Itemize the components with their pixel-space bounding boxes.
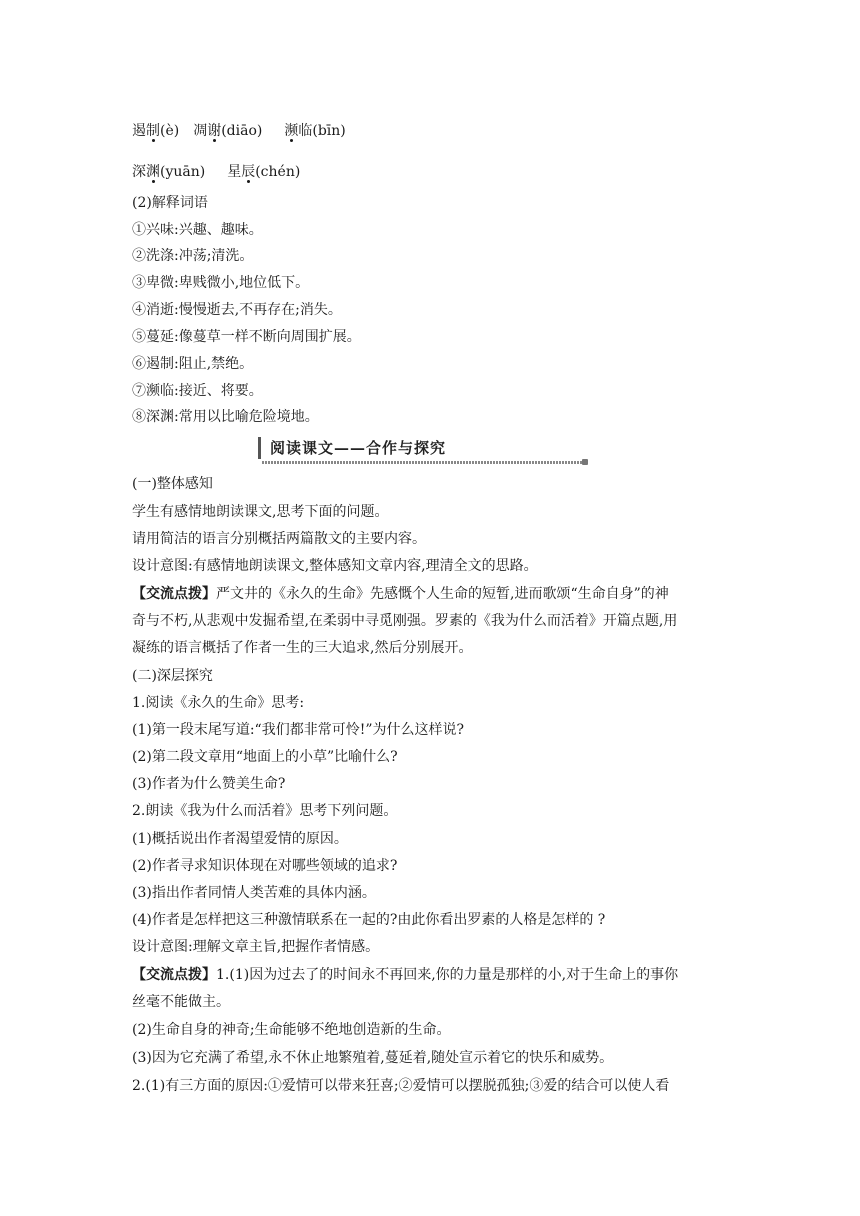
deep-line: 1.阅读《永久的生命》思考: <box>132 695 305 711</box>
pinyin: (chén) <box>255 164 301 180</box>
tip-label: 【交流点拨】 <box>132 586 216 602</box>
dotted-char: 濒 <box>284 123 299 139</box>
pinyin: (bīn) <box>312 123 346 139</box>
word-char: 凋 <box>193 123 208 139</box>
overview-tip-line: 凝练的语言概括了作者一生的三大追求,然后分别展开。 <box>132 640 473 656</box>
pinyin: (è) <box>160 123 180 139</box>
vocab-heading: (2)解释词语 <box>132 195 208 211</box>
word-char: 临 <box>298 123 313 139</box>
deep-tip-line: (2)生命自身的神奇;生命能够不绝地创造新的生命。 <box>132 1022 451 1038</box>
tip-text: 严文井的《永久的生命》先感慨个人生命的短暂,进而歌颂“生命自身”的神 <box>216 586 669 602</box>
dotted-char: 谢 <box>207 123 222 139</box>
deep-tip-line: 丝毫不能做主。 <box>132 994 230 1010</box>
overview-tip-line: 奇与不朽,从悲观中发掘希望,在柔弱中寻觅刚强。罗素的《我为什么而活着》开篇点题,用 <box>132 613 678 629</box>
section-banner <box>258 435 588 465</box>
overview-heading: (一)整体感知 <box>132 476 213 492</box>
vocab-item: ③卑微:卑贱微小,地位低下。 <box>132 275 310 291</box>
deep-line: 2.朗读《我为什么而活着》思考下列问题。 <box>132 803 398 819</box>
vocab-item: ⑥遏制:阻止,禁绝。 <box>132 356 254 372</box>
dotted-char: 制 <box>146 123 160 139</box>
tip-label: 【交流点拨】 <box>132 967 216 983</box>
deep-line: (1)概括说出作者渴望爱情的原因。 <box>132 831 348 847</box>
deep-heading: (二)深层探究 <box>132 668 213 684</box>
deep-line: (3)指出作者同情人类苦难的具体内涵。 <box>132 885 376 901</box>
vocab-item: ②洗涤:冲荡;清洗。 <box>132 248 254 264</box>
vocab-item: ④消逝:慢慢逝去,不再存在;消失。 <box>132 302 342 318</box>
deep-line: (2)作者寻求知识体现在对哪些领域的追求? <box>132 858 398 874</box>
overview-line: 学生有感情地朗读课文,思考下面的问题。 <box>132 504 389 520</box>
pronunciation-row-2 <box>132 162 742 182</box>
vocab-item: ⑧深渊:常用以比喻危险境地。 <box>132 409 319 425</box>
pinyin: (diāo) <box>221 123 263 139</box>
deep-tip-line: 2.(1)有三方面的原因:①爱情可以带来狂喜;②爱情可以摆脱孤独;③爱的结合可以使人看 <box>132 1078 670 1094</box>
dotted-char: 渊 <box>146 164 160 180</box>
word-char: 深 <box>132 164 146 180</box>
vocab-item: ⑦濒临:接近、将要。 <box>132 383 263 399</box>
tip-text: 1.(1)因为过去了的时间永不再回来,你的力量是那样的小,对于生命上的事你 <box>216 967 679 983</box>
deep-line: (4)作者是怎样把这三种激情联系在一起的?由此你看出罗素的人格是怎样的 ? <box>132 912 606 928</box>
vocab-item: ⑤蔓延:像蔓草一样不断向周围扩展。 <box>132 329 361 345</box>
banner-endcap <box>582 459 588 465</box>
banner-bar <box>258 437 261 459</box>
vocab-item: ①兴味:兴趣、趣味。 <box>132 222 263 238</box>
deep-tip-line-1 <box>132 965 742 985</box>
deep-line: (1)第一段末尾写道:“我们都非常可怜!”为什么这样说? <box>132 722 464 738</box>
word-char: 遏 <box>132 123 146 139</box>
overview-tip-line-1 <box>132 584 742 604</box>
overview-line: 请用简洁的语言分别概括两篇散文的主要内容。 <box>132 531 426 547</box>
banner-title: 阅读课文——合作与探究 <box>270 439 447 457</box>
deep-line: 设计意图:理解文章主旨,把握作者情感。 <box>132 939 380 955</box>
pronunciation-row-1 <box>132 121 742 141</box>
overview-line: 设计意图:有感情地朗读课文,整体感知文章内容,理清全文的思路。 <box>132 558 538 574</box>
dotted-char: 辰 <box>241 164 256 180</box>
deep-tip-line: (3)因为它充满了希望,永不休止地繁殖着,蔓延着,随处宣示着它的快乐和威势。 <box>132 1050 614 1066</box>
pinyin: (yuān) <box>160 164 206 180</box>
banner-dotted-rule <box>262 461 588 464</box>
deep-line: (2)第二段文章用“地面上的小草”比喻什么? <box>132 749 398 765</box>
word-char: 星 <box>227 164 242 180</box>
deep-line: (3)作者为什么赞美生命? <box>132 776 286 792</box>
